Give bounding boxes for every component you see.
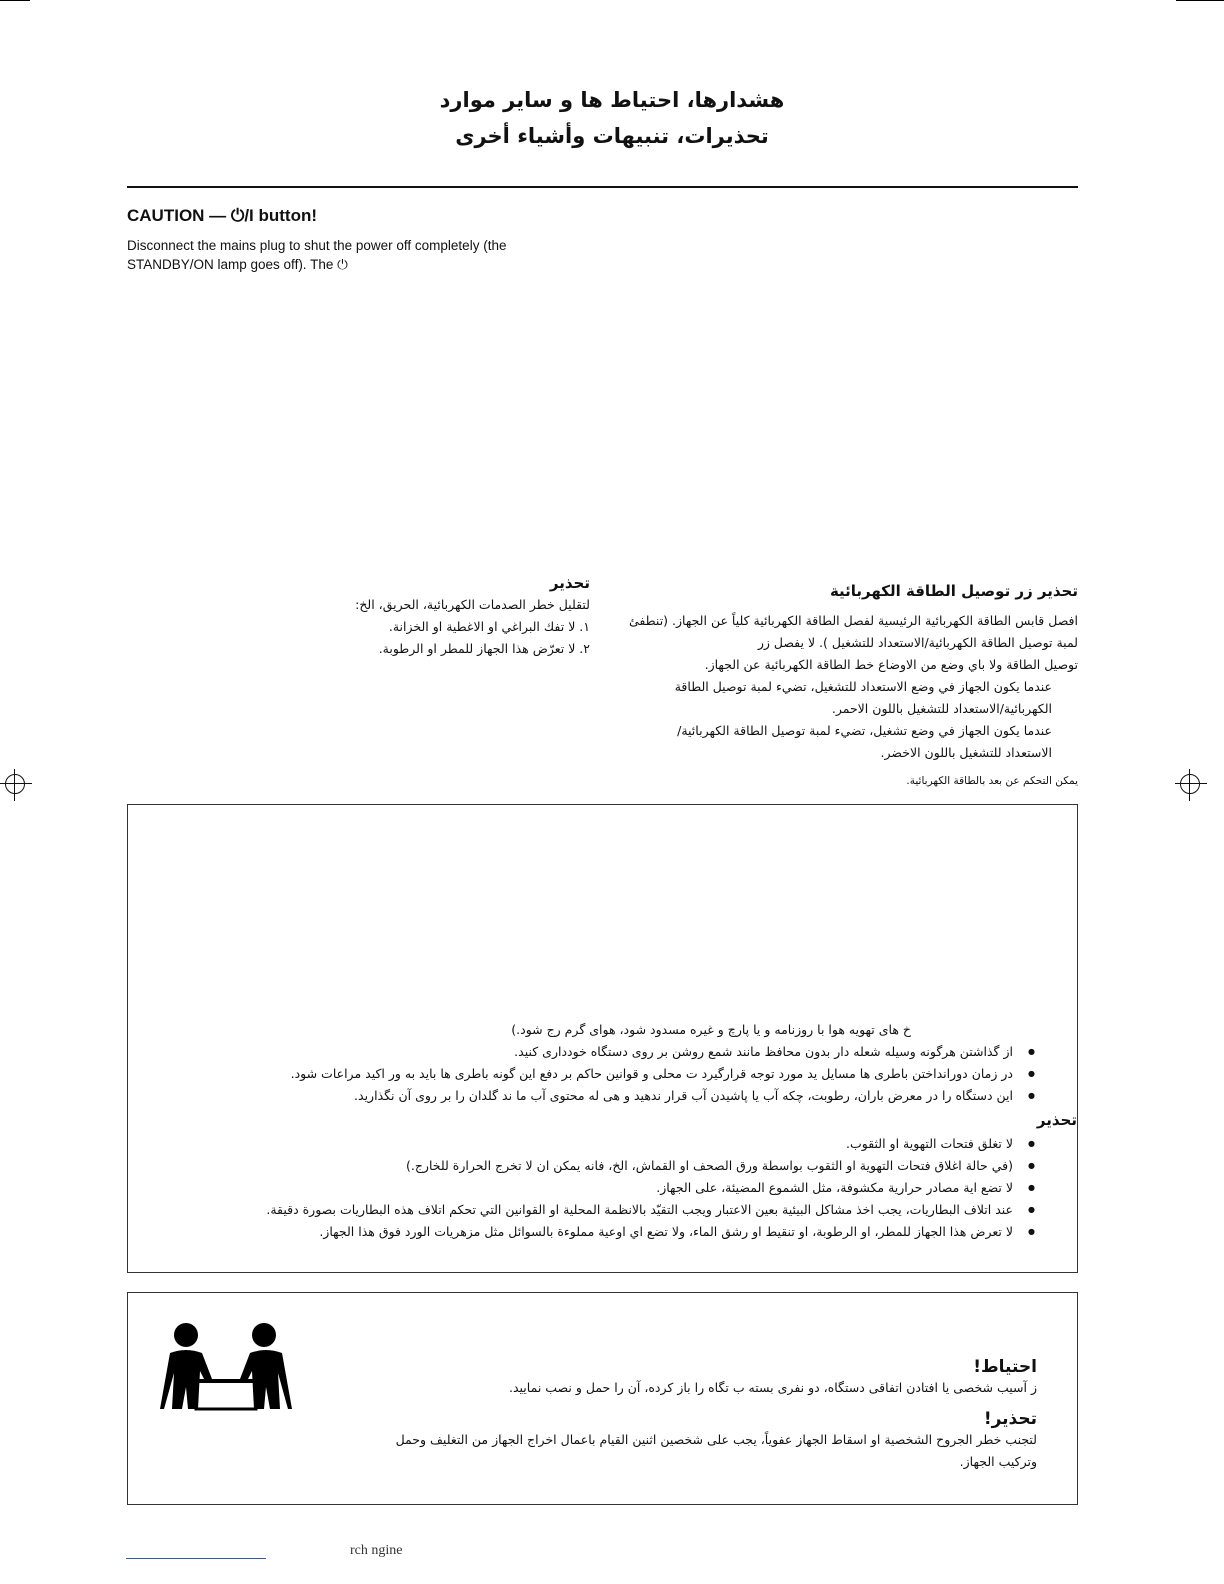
lifting-warning-box (127, 1292, 1078, 1505)
box2-arabic-heading: تحذير! (983, 1409, 1037, 1429)
box2-arabic-line-1: لتجنب خطر الجروح الشخصية او اسقاط الجهاز عفوياً، يجب على شخصين اثنين القيام باعمال اخراج الجهاز من التغليف وحمل (395, 1432, 1037, 1447)
warning-left-heading: تحذير (549, 574, 590, 592)
warning-right-line-7: الاستعداد للتشغيل باللون الاخضر. (880, 745, 1052, 760)
crop-mark-top-right (1176, 0, 1224, 1)
box2-arabic-line-2: وتركيب الجهاز. (959, 1454, 1037, 1469)
list-item: ● عند اتلاف البطاريات، يجب اخذ مشاكل البيئية بعين الاعتبار ويجب التقيّد بالانظمة المحلية او القوانين التي تحكم اتلاف هذه البطاريات بصورة دقيقة. (177, 1199, 1013, 1221)
box1-persian-list (177, 1041, 1037, 1107)
list-item: ● از گذاشتن هرگونه وسیله شعله دار بدون محافظ مانند شمع روشن بر روی دستگاه خودداری کنید. (177, 1041, 1013, 1063)
page-title-persian: هشدارها، احتیاط ها و سایر موارد (439, 88, 785, 112)
warning-right-heading: تحذير زر توصيل الطاقة الكهربائية (829, 582, 1078, 600)
warning-right-note: يمكن التحكم عن بعد بالطاقة الكهربائية. (906, 775, 1078, 787)
list-item: ● لا تغلق فتحات التهوية او الثقوب. (177, 1133, 1013, 1155)
warning-right (600, 580, 1078, 792)
list-item: ● در زمان دورانداختن باطری ها مسایل ید مورد توجه قرارگیرد ت محلی و قوانین حاکم بر دفع این گونه باطری ها باید به ور اکید مراعات شود. (177, 1063, 1013, 1085)
box2-content (297, 1357, 1037, 1473)
warning-right-line-2: لمبة توصيل الطاقة الكهربائية/الاستعداد للتشغيل ). لا يفصل زر (757, 635, 1078, 650)
warning-right-line-1: افصل قابس الطاقة الكهربائية الرئيسية لفصل الطاقة الكهربائية كلياً عن الجهاز. (تنطفئ (628, 613, 1078, 628)
box1-persian-line-0: خ های تهویه هوا با روزنامه و یا پارچ و غیره مسدود شود، هوای گرم رج شود.) (511, 1022, 911, 1037)
warning-right-line-6: عندما يكون الجهاز في وضع تشغيل، تضيء لمبة توصيل الطاقة الكهربائية/ (677, 723, 1052, 738)
footer-text: rch ngine (350, 1543, 403, 1558)
box1-arabic-list (177, 1133, 1037, 1243)
caution-line-1: Disconnect the mains plug to shut the power off completely (the (127, 238, 507, 253)
warning-left-intro: لتقليل خطر الصدمات الكهربائية، الحريق، الخ: (355, 597, 590, 612)
box1-arabic-heading: تحذير (1036, 1111, 1077, 1129)
registration-mark-right (1180, 774, 1200, 794)
box2-persian-heading: احتیاط! (973, 1357, 1037, 1377)
warning-right-line-5: الكهربائية/الاستعداد للتشغيل باللون الاحمر. (831, 701, 1052, 716)
caution-heading-en: CAUTION — ⏻/I button! (127, 206, 318, 225)
list-item: ● لا تضع اية مصادر حرارية مكشوفة، مثل الشموع المضيئة، على الجهاز. (177, 1177, 1013, 1199)
box1-content (177, 1019, 1077, 1243)
title-divider (127, 186, 1078, 188)
crop-mark-top-left (0, 0, 30, 1)
warning-left-item-2: ٢. لا تعرّض هذا الجهاز للمطر او الرطوبة. (378, 641, 590, 656)
list-item: ● لا تعرض هذا الجهاز للمطر، او الرطوبة، او تنقيط او رشق الماء، ولا تضع اي اوعية مملوءة بالسوائل مثل مزهريات الورد فوق هذا الجهاز. (177, 1221, 1013, 1243)
warning-left-item-1: ١. لا تفك البراغي او الاغطية او الخزانة. (388, 619, 590, 634)
warning-right-line-3: توصيل الطاقة ولا باي وضع من الاوضاع خط الطاقة الكهربائية عن الجهاز. (704, 657, 1078, 672)
list-item: ● (في حالة اغلاق فتحات التهوية او الثقوب بواسطة ورق الصحف او القماش، الخ، فانه يمكن ان لا تخرج الحرارة للخارج.) (177, 1155, 1013, 1177)
footer-link-underline (126, 1558, 266, 1559)
page-title-arabic: تحذيرات، تنبيهات وأشياء أخرى (455, 124, 769, 148)
warning-right-line-4: عندما يكون الجهاز في وضع الاستعداد للتشغيل، تضيء لمبة توصيل الطاقة (674, 679, 1052, 694)
warning-left (300, 572, 590, 660)
caution-body-en (127, 236, 587, 274)
warnings-box (127, 804, 1078, 1273)
list-item: ● این دستگاه را در معرض باران، رطوبت، چکه آب یا پاشیدن آب قرار ندهید و هی له محتوی آب ما ند گلدان را بر روی آن نگذارید. (177, 1085, 1013, 1107)
caution-line-2: STANDBY/ON lamp goes off). The ⏻ (127, 257, 348, 272)
registration-mark-left (5, 774, 25, 794)
box2-persian-text: ز آسیب شخصی یا افتادن اتفاقی دستگاه، دو نفری بسته ب تگاه را باز کرده، آن را حمل و نصب نمایید. (509, 1380, 1037, 1395)
two-person-lift-icon (160, 1321, 292, 1417)
